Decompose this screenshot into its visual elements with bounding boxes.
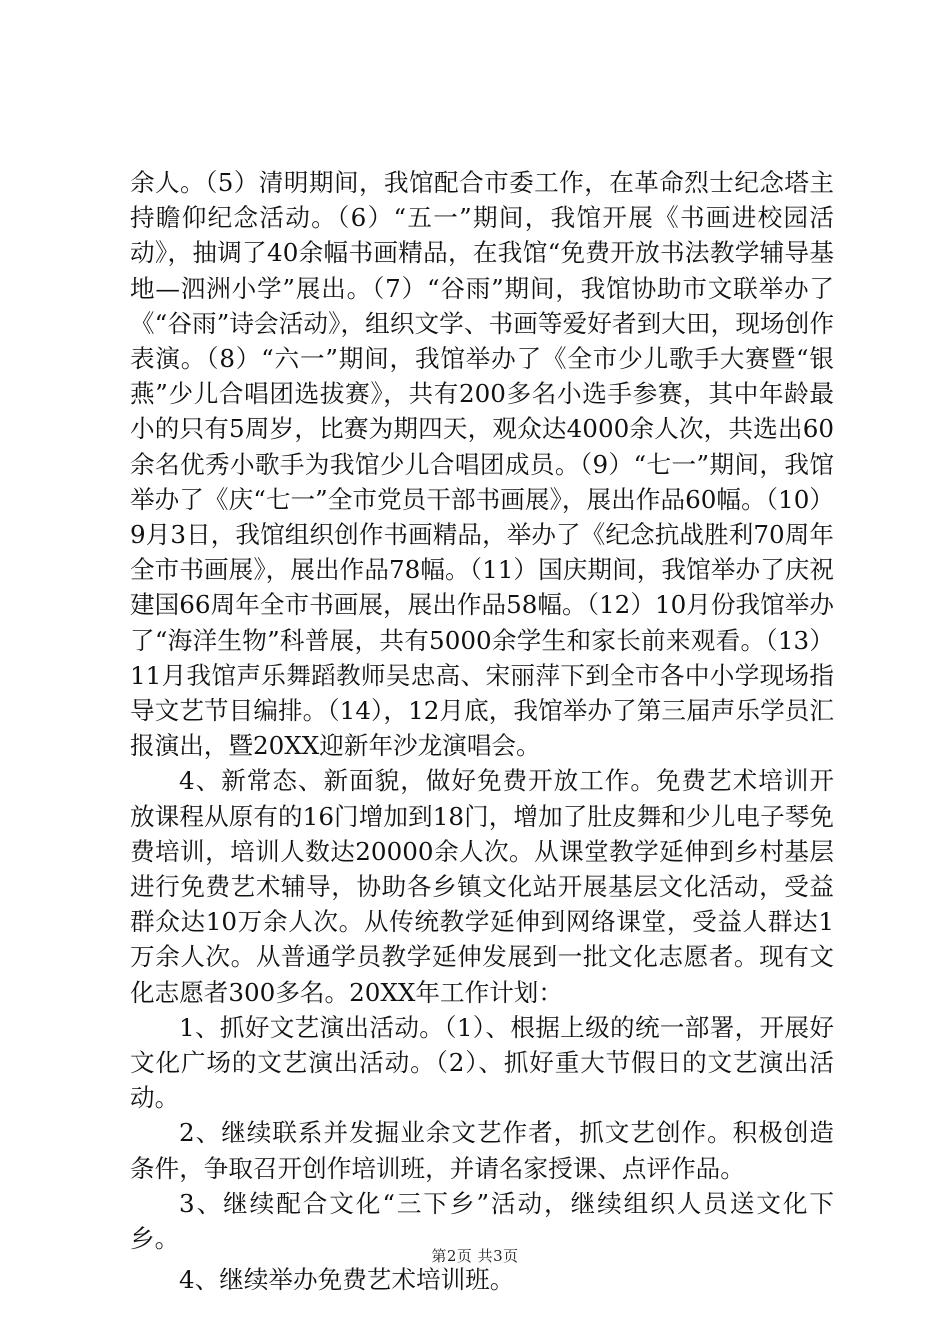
paragraph-plan-item-2: 2、继续联系并发掘业余文艺作者，抓文艺创作。积极创造条件，争取召开创作培训班，并请名家授课、点评作品。: [130, 1118, 834, 1183]
paragraph-plan-item-4: 4、继续举办免费艺术培训班。: [179, 1265, 515, 1295]
paragraph-free-opening-work: 4、新常态、新面貌，做好免费开放工作。免费艺术培训开放课程从原有的16门增加到18门，增加了肚皮舞和少儿电子琴免费培训，培训人数达20000余人次。从课堂教学延伸到乡村基层进行免费艺术辅导，协助各乡镇文化站开展基层文化活动，受益群众达10万余人次。从传统教学延伸到网络课堂，受益人群达1万余人次。从普通学员教学延伸发展到一批文化志愿者。现有文化志愿者300多名。20XX年工作计划：: [130, 766, 834, 1007]
document-body: [130, 165, 834, 1298]
page-number-footer: 第2页 共3页: [431, 1247, 519, 1265]
paragraph-plan-item-1: 1、抓好文艺演出活动。（1）、根据上级的统一部署，开展好文化广场的文艺演出活动。（2）、抓好重大节假日的文艺演出活动。: [130, 1012, 834, 1113]
paragraph-plan-item-3: 3、继续配合文化“三下乡”活动，继续组织人员送文化下乡。: [130, 1188, 834, 1254]
paragraph-activities-continued: 余人。（5）清明期间，我馆配合市委工作，在革命烈士纪念塔主持瞻仰纪念活动。（6）“五一”期间，我馆开展《书画进校园活动》，抽调了40余幅书画精品，在我馆“免费开放书法教学辅导基地—泗洲小学”展出。（7）“谷雨”期间，我馆协助市文联举办了《“谷雨”诗会活动》，组织文学、书画等爱好者到大田，现场创作表演。（8）“六一”期间，我馆举办了《全市少儿歌手大赛暨“银燕”少儿合唱团选拔赛》，共有200多名小选手参赛，其中年龄最小的只有5周岁，比赛为期四天，观众达4000余人次，共选出60余名优秀小歌手为我馆少儿合唱团成员。（9）“七一”期间，我馆举办了《庆“七一”全市党员干部书画展》，展出作品60幅。（10）9月3日，我馆组织创作书画精品，举办了《纪念抗战胜利70周年全市书画展》，展出作品78幅。（11）国庆期间，我馆举办了庆祝建国66周年全市书画展，展出作品58幅。（12）10月份我馆举办了“海洋生物”科普展，共有5000余学生和家长前来观看。（13）11月我馆声乐舞蹈教师吴忠高、宋丽萍下到全市各中小学现场指导文艺节目编排。（14），12月底，我馆举办了第三届声乐学员汇报演出，暨20XX迎新年沙龙演唱会。: [130, 168, 834, 761]
